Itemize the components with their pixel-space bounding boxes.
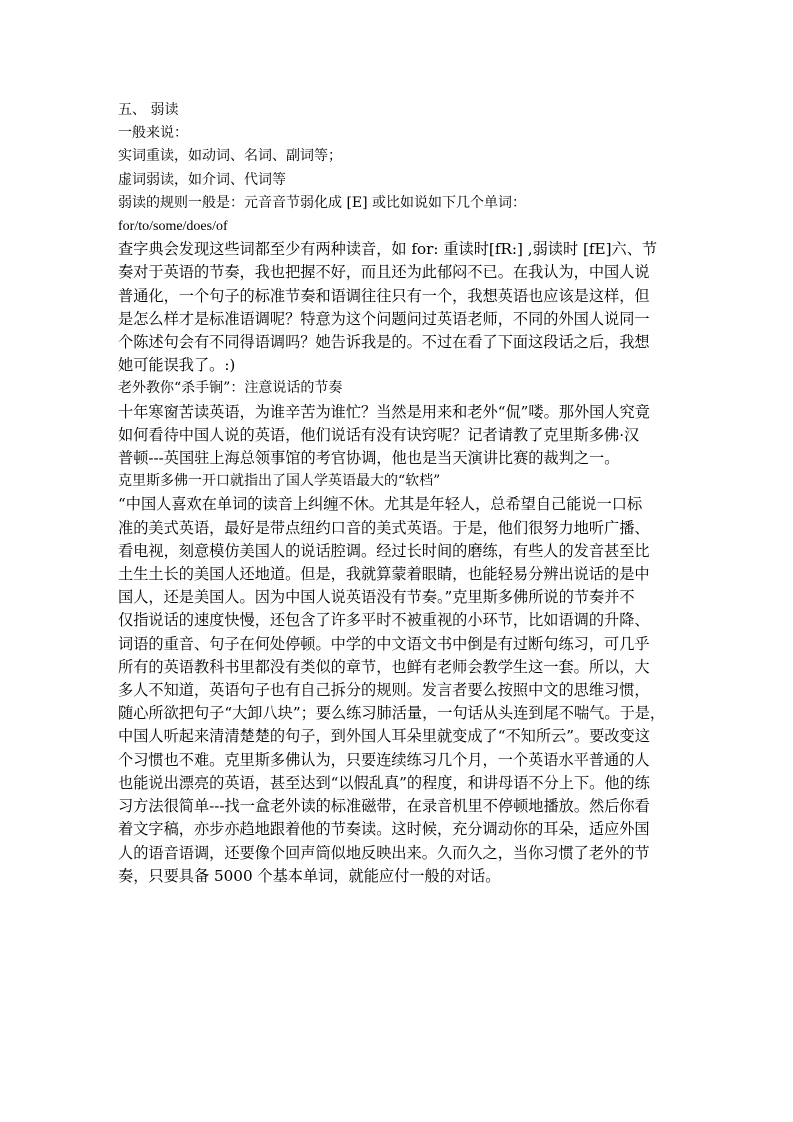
paragraph-line: 中国人听起来清清楚楚的句子，到外国人耳朵里就变成了“不知所云”。要改变这	[118, 727, 650, 746]
intro-block	[118, 122, 678, 238]
paragraph-line: 普通化，一个句子的标准节奏和语调往往只有一个，我想英语也应该是这样，但	[118, 286, 650, 305]
paragraph-line: “中国人喜欢在单词的读音上纠缠不休。尤其是年轻人，总希望自己能说一口标	[118, 495, 643, 514]
paragraph-line: 看电视，刻意模仿美国人的说话腔调。经过长时间的磨练，有些人的发音甚至比	[118, 541, 650, 560]
paragraph-line: 人的语音语调，还要像个回声筒似地反映出来。久而久之，当你习惯了老外的节	[118, 843, 650, 862]
paragraph-line: 十年寒窗苦读英语，为谁辛苦为谁忙？当然是用来和老外“侃”喽。那外国人究竟	[118, 402, 650, 421]
word-list: for/to/some/does/of	[118, 219, 228, 235]
paragraph-line: 如何看待中国人说的英语，他们说话有没有诀窍呢？记者请教了克里斯多佛·汉	[118, 425, 640, 444]
intro-line: 虚词弱读，如介词、代词等	[118, 171, 286, 188]
paragraph-line: 普顿---英国驻上海总领事馆的考官协调，他也是当天演讲比赛的裁判之一。	[118, 449, 620, 468]
lead-line: 克里斯多佛一开口就指出了国人学英语最大的“软档”	[118, 473, 441, 490]
paragraph-line: 土生土长的美国人还地道。但是，我就算蒙着眼睛，也能轻易分辨出说话的是中	[118, 565, 650, 584]
intro-line: 弱读的规则一般是：元音音节弱化成 [E] 或比如说如下几个单词：	[118, 194, 527, 211]
paragraph-line: 所有的英语教科书里都没有类似的章节，也鲜有老师会教学生这一套。所以，大	[118, 657, 650, 676]
paragraph-line: 查字典会发现这些词都至少有两种读音，如 for: 重读时[fR:] ,弱读时 [fE]六、节	[118, 240, 658, 259]
paragraph-line: 是怎么样才是标准语调呢？特意为这个问题问过英语老师，不同的外国人说同一	[118, 309, 650, 328]
paragraph-line: 仅指说话的速度快慢，还包含了许多平时不被重视的小环节，比如语调的升降、	[118, 611, 650, 630]
paragraph-line: 奏，只要具备 5000 个基本单词，就能应付一般的对话。	[118, 866, 501, 885]
section-heading: 五、 弱读	[118, 102, 179, 118]
subheading: 老外教你“杀手锏”：注意说话的节奏	[118, 380, 343, 397]
paragraph-line: 也能说出漂亮的英语，甚至达到“以假乱真”的程度，和讲母语不分上下。他的练	[118, 773, 650, 792]
intro-line: 实词重读，如动词、名词、副词等；	[118, 148, 342, 165]
paragraph-line: 国人，还是美国人。因为中国人说英语没有节奏。”克里斯多佛所说的节奏并不	[118, 588, 635, 607]
paragraph-line: 奏对于英语的节奏，我也把握不好，而且还为此郁闷不已。在我认为，中国人说	[118, 263, 650, 282]
paragraph-rhythm	[118, 238, 678, 377]
paragraph-line: 个习惯也不难。克里斯多佛认为，只要连续练习几个月，一个英语水平普通的人	[118, 750, 650, 769]
paragraph-line: 多人不知道，英语句子也有自己拆分的规则。发言者要么按照中文的思维习惯，	[118, 681, 650, 700]
paragraph-line: 随心所欲把句子“大卸八块”；要么练习肺活量，一句话从头连到尾不喘气。于是，	[118, 704, 666, 723]
paragraph-line: 准的美式英语，最好是带点纽约口音的美式英语。于是，他们很努力地听广播、	[118, 518, 650, 537]
paragraph-line: 个陈述句会有不同得语调吗？她告诉我是的。不过在看了下面这段话之后，我想	[118, 333, 650, 352]
paragraph-interview	[118, 401, 678, 471]
intro-line: 一般来说：	[118, 125, 188, 142]
paragraph-quote	[118, 493, 678, 887]
paragraph-line: 她可能误我了。:)	[118, 356, 236, 375]
document-body	[118, 99, 678, 888]
paragraph-line: 词语的重音、句子在何处停顿。中学的中文语文书中倒是有过断句练习，可几乎	[118, 634, 650, 653]
paragraph-line: 着文字稿，亦步亦趋地跟着他的节奏读。这时候，充分调动你的耳朵，适应外国	[118, 820, 650, 839]
paragraph-line: 习方法很简单---找一盒老外读的标准磁带，在录音机里不停顿地播放。然后你看	[118, 797, 650, 816]
